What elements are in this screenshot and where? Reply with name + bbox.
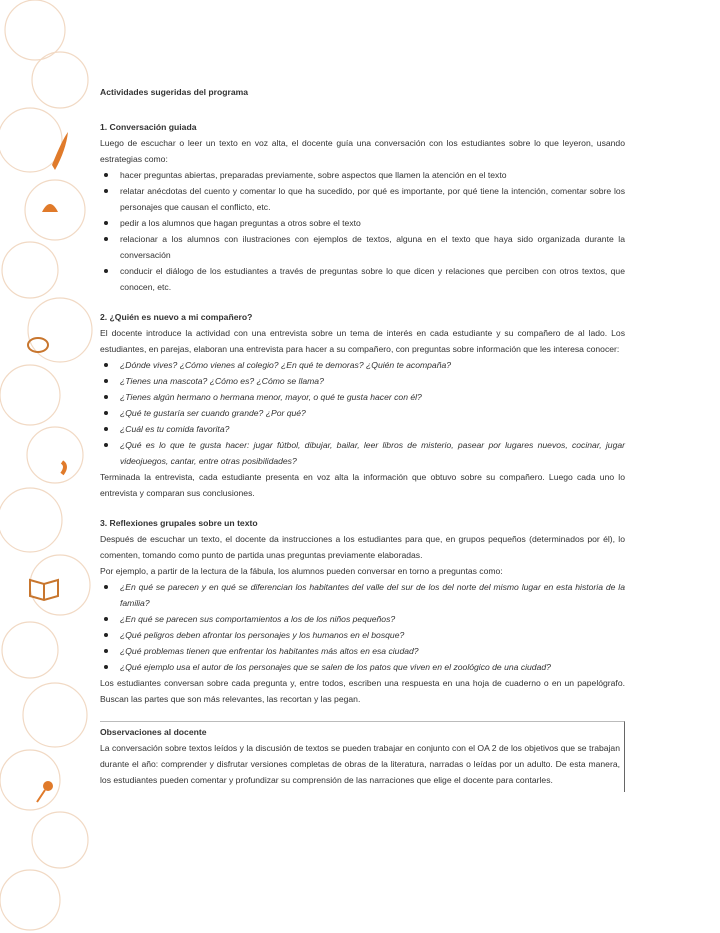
microphone-icon [37, 781, 53, 802]
list-item: hacer preguntas abiertas, preparadas previamente, sobre aspectos que llamen la atención en el texto [120, 167, 625, 183]
list-item: ¿Qué peligros deben afrontar los personajes y los humanos en el bosque? [120, 627, 625, 643]
comma-icon [62, 462, 65, 474]
paragraph: Por ejemplo, a partir de la lectura de la fábula, los alumnos pueden conversar en torno a preguntas como: [100, 566, 503, 576]
list-item: ¿Qué es lo que te gusta hacer: jugar fútbol, dibujar, bailar, leer libros de misterio, pasear por lugares nuevos, cocinar, jugar videojuegos, cantar, entre otras posibilidades? [120, 437, 625, 469]
section-heading: 1. Conversación guiada [100, 122, 197, 132]
section-2 [100, 309, 625, 501]
paragraph: Luego de escuchar o leer un texto en voz alta, el docente guía una conversación con los estudiantes sobre lo que leyeron, usando estrategias como: [100, 138, 625, 164]
list-item: relatar anécdotas del cuento y comentar lo que ha sucedido, por qué es importante, por qué tiene la intención, comentar sobre los personajes que causan el conflicto, etc. [120, 183, 625, 215]
paragraph: Los estudiantes conversan sobre cada pregunta y, entre todos, escriben una respuesta en una hoja de cuaderno o en un papelógrafo. Buscan las partes que son más relevantes, las recortan y las pegan. [100, 678, 625, 704]
list-item: relacionar a los alumnos con ilustraciones con ejemplos de textos, alguna en el texto que haya sido organizada durante la conversación [120, 231, 625, 263]
paragraph: El docente introduce la actividad con una entrevista sobre un tema de interés en cada estudiante y su compañero de al lado. Los estudiantes, en parejas, elaboran una entrevista para hacer a su compañero, con preguntas sobre información que les interesa conocer: [100, 328, 625, 354]
notes-text: La conversación sobre textos leídos y la discusión de textos se pueden trabajar en conjunto con el OA 2 de los objetivos que se trabajan durante el año: comprender y disfrutar versiones completas de obras de la literatura, narradas o leídas por un adulto. De esta manera, los estudiantes pueden comentar y profundizar su comprensión de las narraciones que elige el docente para contarles. [100, 743, 620, 785]
page-title: Actividades sugeridas del programa [100, 87, 249, 97]
teacher-notes-box [100, 721, 625, 792]
speech-bubble-icon [28, 338, 48, 352]
section-1 [100, 119, 625, 295]
paragraph: Terminada la entrevista, cada estudiante presenta en voz alta la información que obtuvo sobre su compañero. Luego cada uno lo entrevista y comparan sus conclusiones. [100, 472, 625, 498]
section-heading: 3. Reflexiones grupales sobre un texto [100, 518, 258, 528]
list-item: ¿Tienes algún hermano o hermana menor, mayor, o qué te gusta hacer con él? [120, 389, 625, 405]
list-item: ¿Qué problemas tienen que enfrentar los habitantes más altos en esa ciudad? [120, 643, 625, 659]
list-item: ¿Qué te gustaría ser cuando grande? ¿Por qué? [120, 405, 625, 421]
list-item: ¿Dónde vives? ¿Cómo vienes al colegio? ¿En qué te demoras? ¿Quién te acompaña? [120, 357, 625, 373]
list-item: ¿Qué ejemplo usa el autor de los personajes que se salen de los patos que viven en el zoológico de una ciudad? [120, 659, 625, 675]
quill-icon [52, 132, 68, 170]
list-item: conducir el diálogo de los estudiantes a través de preguntas sobre lo que dicen y relaciones que perciben con otros textos, que conocen, etc. [120, 263, 625, 295]
list-item: pedir a los alumnos que hagan preguntas a otros sobre el texto [120, 215, 625, 231]
document-body [100, 84, 625, 792]
list-item: ¿En qué se parecen sus comportamientos a los de los niños pequeños? [120, 611, 625, 627]
list-item: ¿Cuál es tu comida favorita? [120, 421, 625, 437]
paragraph: Después de escuchar un texto, el docente da instrucciones a los estudiantes para que, en grupos pequeños (determinados por él), lo comenten, tomando como punto de partida unas preguntas previamente elaboradas. [100, 534, 625, 560]
bell-icon [42, 204, 58, 212]
book-icon [30, 580, 58, 600]
notes-heading: Observaciones al docente [100, 727, 207, 737]
decorative-margin [0, 0, 100, 933]
list-item: ¿En qué se parecen y en qué se diferencian los habitantes del valle del sur de los del norte del mismo lugar en esta historia de la familia? [120, 579, 625, 611]
section-heading: 2. ¿Quién es nuevo a mi compañero? [100, 312, 253, 322]
section-3 [100, 515, 625, 707]
list-item: ¿Tienes una mascota? ¿Cómo es? ¿Cómo se llama? [120, 373, 625, 389]
